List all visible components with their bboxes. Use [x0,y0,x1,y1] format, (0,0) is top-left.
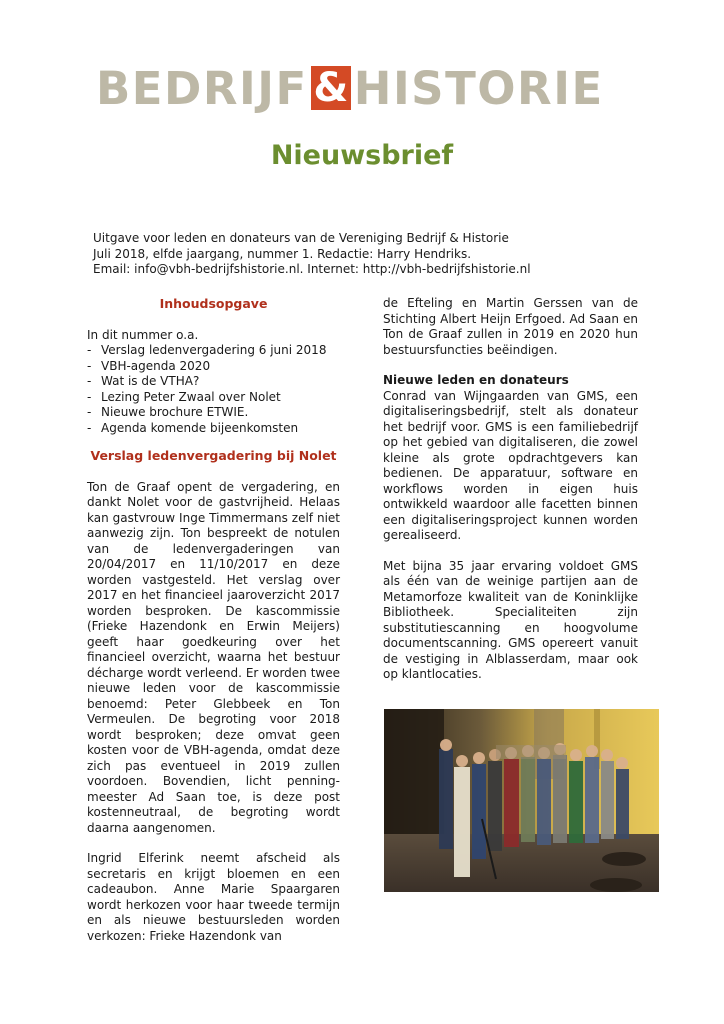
toc-item: - Nieuwe brochure ETWIE. [87,405,340,421]
group-photo [384,709,659,892]
toc-lead: In dit nummer o.a. [87,327,199,342]
toc-list [87,343,340,436]
meeting-paragraph-1: Ton de Graaf opent de vergadering, en dankt Nolet voor de gastvrijheid. Helaas kan gastvrouw Inge Timmermans zelf niet aanwezig zijn. Ton bespreekt de notulen van de ledenvergaderingen van 20/04/2017 en 11/10/2017 en deze worden vastgesteld. Het verslag over 2017 en het financieel jaaroverzicht 2017 worden besproken. De kascommissie (Frieke Hazendonk en Erwin Meijers) geeft haar goedkeuring over het financieel overzicht, waarna het bestuur décharge wordt verleend. Er worden twee nieuwe leden voor de kascommissie benoemd: Peter Glebbeek en Ton Vermeulen. De begroting voor 2018 wordt besproken; deze omvat geen kosten voor de VBH-agenda, omdat deze zich pas eventueel in 2019 zullen voordoen. Bovendien, licht penning-meester Ad Saan toe, is deze post kostenneutraal, de begroting wordt daarna aangenomen. [87,479,340,835]
intro-line-3: Email: info@vbh-bedrijfshistorie.nl. Internet: http://vbh-bedrijfshistorie.nl [93,262,531,276]
group-photo-image [384,709,659,892]
left-column [87,296,340,944]
toc-item: - Lezing Peter Zwaal over Nolet [87,390,340,406]
intro-line-1: Uitgave voor leden en donateurs van de Vereniging Bedrijf & Historie [93,231,509,245]
intro-block [93,231,531,278]
page-title: Nieuwsbrief [270,140,454,171]
right-column [383,296,638,683]
meeting-heading: Verslag ledenvergadering bij Nolet [90,448,337,463]
toc-heading: Inhoudsopgave [159,296,268,311]
meeting-paragraph-2-continued: de Efteling en Martin Gerssen van de Stichting Albert Heijn Erfgoed. Ad Saan en Ton de Graaf zullen in 2019 en 2020 hun bestuursfuncties beëindigen. [383,296,638,357]
logo-text-left: BEDRIJF [96,61,308,115]
toc-item: - Verslag ledenvergadering 6 juni 2018 [87,343,340,359]
members-paragraph-1: Conrad van Wijngaarden van GMS, een digitaliseringsbedrijf, stelt als donateur het bedrijf voor. GMS is een familiebedrijf op het gebied van digitaliseren, die zowel kleine als grote opdrachtgevers kan bedienen. De apparatuur, software en workflows worden in eigen huis ontwikkeld waardoor alle facetten binnen een digitaliseringsproject kunnen worden gerealiseerd. [383,388,638,542]
toc-item: - VBH-agenda 2020 [87,359,340,375]
logo-ampersand: & [311,66,351,110]
logo-text-right: HISTORIE [353,61,604,115]
intro-line-2: Juli 2018, elfde jaargang, nummer 1. Redactie: Harry Hendriks. [93,246,472,261]
members-heading: Nieuwe leden en donateurs [383,373,569,387]
meeting-paragraph-2: Ingrid Elferink neemt afscheid als secretaris en krijgt bloemen en een cadeaubon. Anne Marie Spaargaren wordt herkozen voor haar tweede termijn en als nieuwe bestuursleden worden verkozen: Frieke Hazendonk van [87,851,340,943]
members-paragraph-2: Met bijna 35 jaar ervaring voldoet GMS als één van de weinige partijen aan de Metamorfoze kwaliteit van de Koninklijke Bibliotheek. Specialiteiten zijn substitutiescanning en hoogvolume documentscanning. GMS opereert vanuit de vestiging in Alblasserdam, maar ook op klantlocaties. [383,558,638,681]
toc-item: - Agenda komende bijeenkomsten [87,421,340,437]
toc-item: - Wat is de VTHA? [87,374,340,390]
logo [96,61,604,115]
